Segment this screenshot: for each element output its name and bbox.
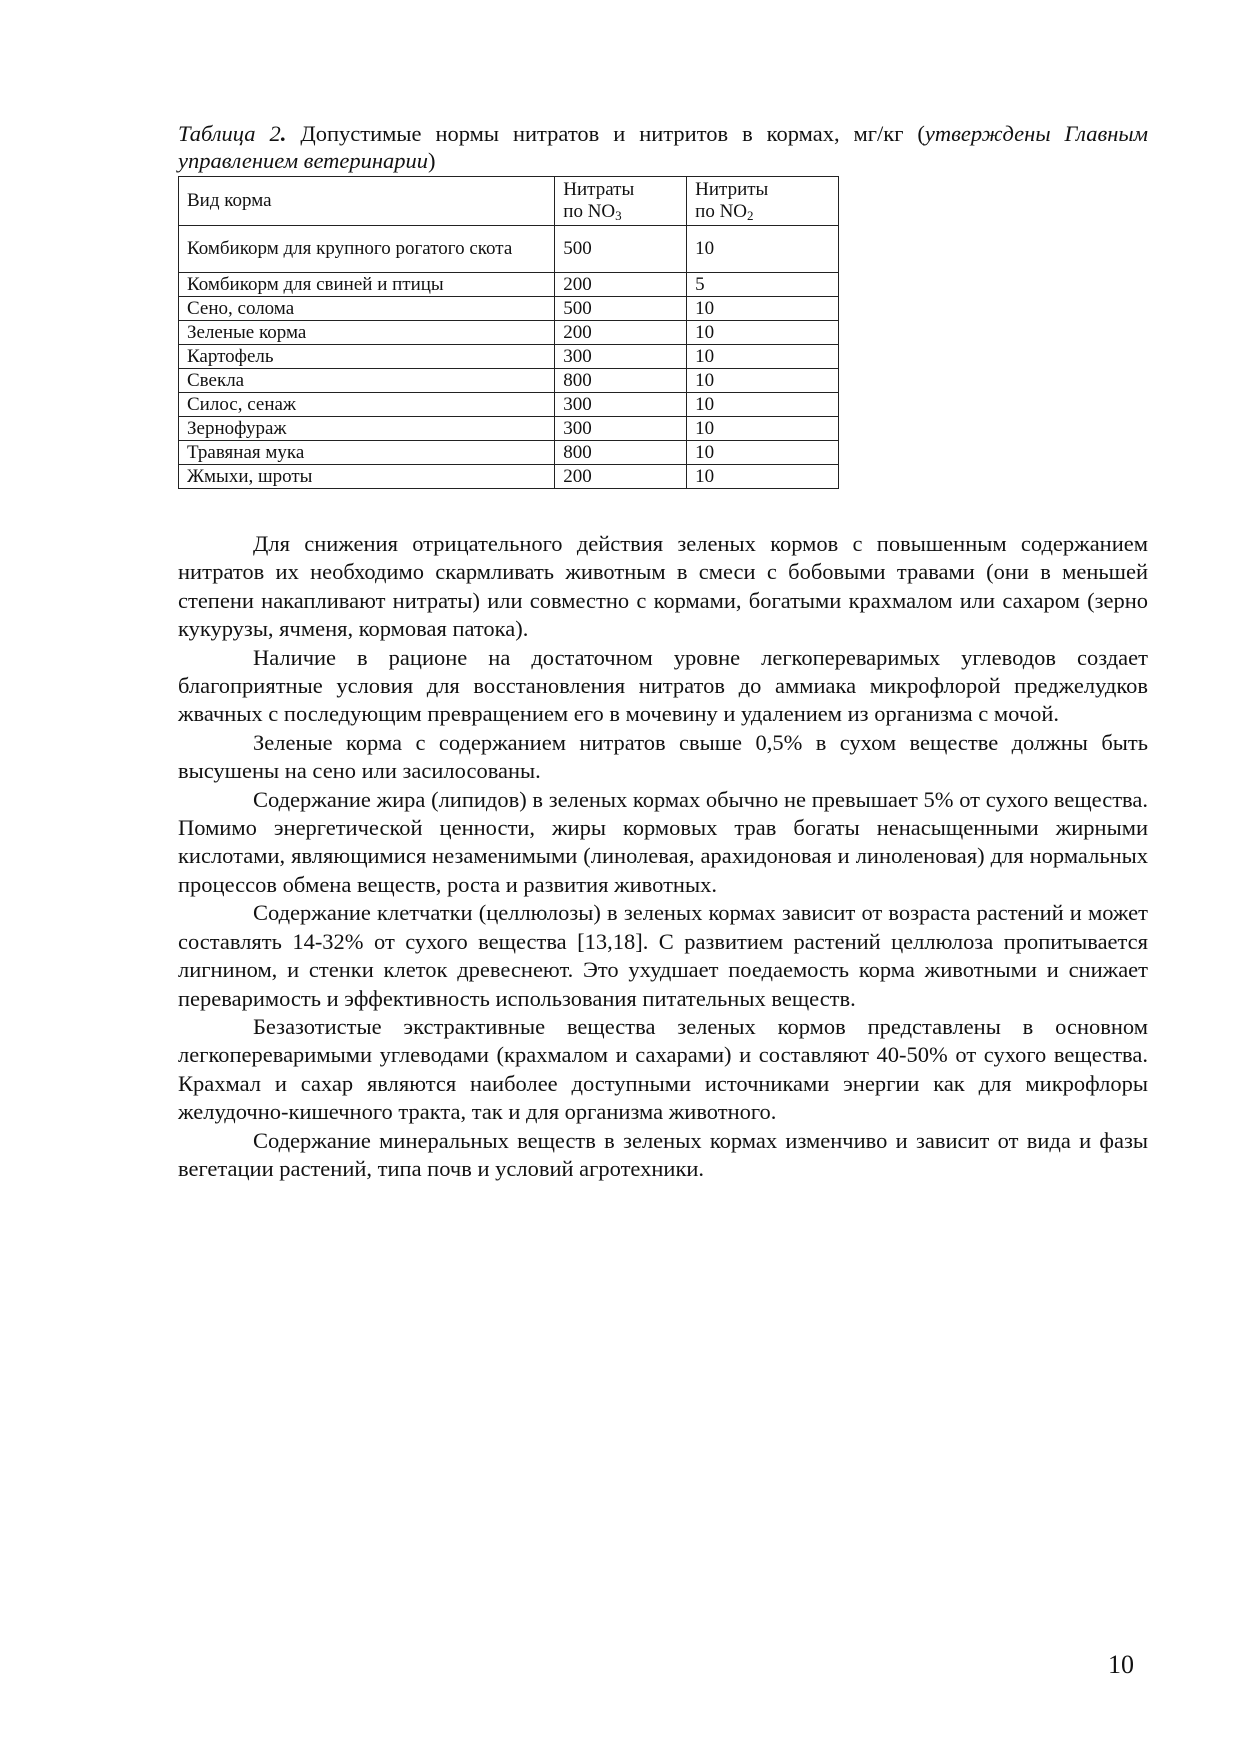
nitrates-value: 200 <box>555 465 687 489</box>
nitrites-value: 10 <box>687 226 839 273</box>
feed-name: Зеленые корма <box>179 321 555 345</box>
table-caption <box>178 120 1148 174</box>
nitrates-value: 500 <box>555 297 687 321</box>
nitrates-value: 200 <box>555 321 687 345</box>
table-row <box>179 369 839 393</box>
header-nitrates-line2: по NO <box>563 201 616 222</box>
table-row <box>179 441 839 465</box>
caption-text: Допустимые нормы нитратов и нитритов в кормах, мг/кг ( <box>286 121 925 146</box>
paragraph: Зеленые корма с содержанием нитратов свыше 0,5% в сухом веществе должны быть высушены на сено или засилосованы. <box>178 729 1148 784</box>
table-row <box>179 345 839 369</box>
feed-name: Травяная мука <box>179 441 555 465</box>
nitrates-value: 300 <box>555 393 687 417</box>
table-row <box>179 393 839 417</box>
table-row <box>179 226 839 273</box>
paragraph: Для снижения отрицательного действия зеленых кормов с повышенным содержанием нитратов их необходимо скармливать животным в смеси с бобовыми травами (они в меньшей степени накапливают нитраты) или совместно с кормами, богатыми крахмалом или сахаром (зерно кукурузы, ячменя, кормовая патока). <box>178 531 1148 642</box>
paragraph: Безазотистые экстрактивные вещества зеленых кормов представлены в основном легкопереваримыми углеводами (крахмалом и сахарами) и составляют 40-50% от сухого вещества. Крахмал и сахар являются наиболее доступными источниками энергии как для микрофлоры желудочно-кишечного тракта, так и для организма животного. <box>178 1013 1148 1125</box>
page-number: 10 <box>1108 1650 1134 1679</box>
table-header-row <box>179 177 839 226</box>
header-nitrites-sub: 2 <box>747 208 754 223</box>
nitrites-value: 10 <box>687 465 839 489</box>
feed-name: Жмыхи, шроты <box>179 465 555 489</box>
feed-name: Комбикорм для свиней и птицы <box>179 273 555 297</box>
table-row <box>179 417 839 441</box>
header-nitrites-line1: Нитриты <box>695 179 769 200</box>
nitrites-value: 10 <box>687 417 839 441</box>
nitrites-value: 10 <box>687 345 839 369</box>
header-nitrates-sub: 3 <box>615 208 622 223</box>
paragraph: Содержание клетчатки (целлюлозы) в зеленых кормах зависит от возраста растений и может составлять 14-32% от сухого вещества [13,18]. С развитием растений целлюлоза пропитывается лигнином, и стенки клеток древеснеют. Это ухудшает поедаемость корма животными и снижает переваримость и эффективность использования питательных веществ. <box>178 900 1148 1011</box>
nitrites-value: 10 <box>687 369 839 393</box>
nitrates-value: 300 <box>555 345 687 369</box>
table-row <box>179 297 839 321</box>
feed-name: Силос, сенаж <box>179 393 555 417</box>
nitrate-norms-table <box>178 176 839 489</box>
feed-name: Комбикорм для крупного рогатого скота <box>179 226 555 273</box>
nitrites-value: 10 <box>687 297 839 321</box>
nitrites-value: 5 <box>687 273 839 297</box>
header-nitrites-line2: по NO <box>695 201 748 222</box>
header-nitrates <box>555 177 687 226</box>
header-nitrates-line1: Нитраты <box>563 179 635 200</box>
caption-approval: утверждены Главным управлением ветеринарии <box>178 121 1148 173</box>
caption-dot: . <box>280 121 287 146</box>
nitrites-value: 10 <box>687 441 839 465</box>
nitrates-value: 800 <box>555 441 687 465</box>
paragraph: Содержание жира (липидов) в зеленых кормах обычно не превышает 5% от сухого вещества. Помимо энергетической ценности, жиры кормовых трав богаты ненасыщенными жирными кислотами, являющимися незаменимыми (линолевая, арахидоновая и линоленовая) для нормальных процессов обмена веществ, роста и развития животных. <box>178 786 1148 897</box>
nitrates-value: 800 <box>555 369 687 393</box>
nitrites-value: 10 <box>687 321 839 345</box>
nitrates-value: 300 <box>555 417 687 441</box>
table-row <box>179 465 839 489</box>
paragraph: Содержание минеральных веществ в зеленых кормах изменчиво и зависит от вида и фазы вегетации растений, типа почв и условий агротехники. <box>178 1127 1148 1181</box>
feed-name: Зернофураж <box>179 417 555 441</box>
paragraph: Наличие в рационе на достаточном уровне легкопереваримых углеводов создает благоприятные условия для восстановления нитратов до аммиака микрофлорой преджелудков жвачных с последующим превращением его в мочевину и удалением из организма с мочой. <box>178 644 1148 727</box>
header-feed: Вид корма <box>179 177 555 226</box>
feed-name: Свекла <box>179 369 555 393</box>
feed-name: Картофель <box>179 345 555 369</box>
body-text <box>178 530 1148 1183</box>
nitrates-value: 500 <box>555 226 687 273</box>
header-nitrites <box>687 177 839 226</box>
feed-name: Сено, солома <box>179 297 555 321</box>
nitrates-value: 200 <box>555 273 687 297</box>
table-row <box>179 273 839 297</box>
nitrites-value: 10 <box>687 393 839 417</box>
caption-close: ) <box>428 148 436 173</box>
table-row <box>179 321 839 345</box>
caption-label: Таблица 2 <box>178 121 281 146</box>
